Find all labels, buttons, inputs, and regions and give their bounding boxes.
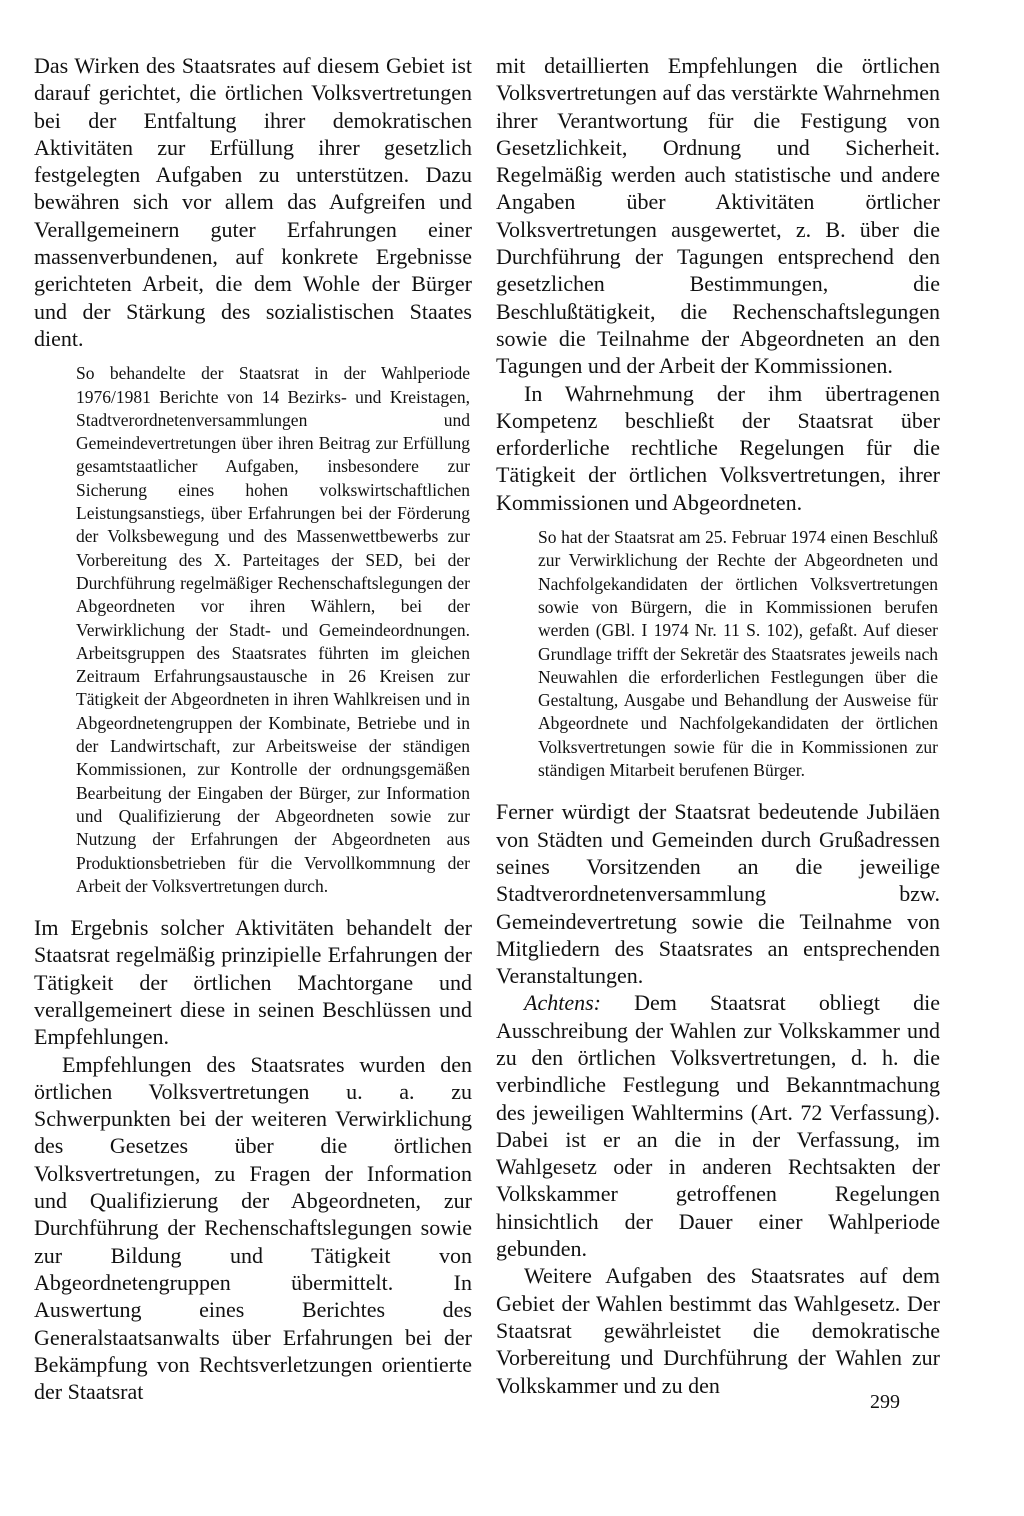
paragraph: Im Ergebnis solcher Aktivitäten behandelt der Staatsrat regelmäßig prinzipielle Erfahrungen der Tätigkeit der örtlichen Machtorgane und verallgemeinert diese in seinen Beschlüssen und Empfehlungen.: [34, 915, 472, 1050]
small-paragraph: So hat der Staatsrat am 25. Februar 1974 einen Beschluß zur Verwirklichung der Rechte der Abgeordneten und Nachfolgekandidaten der örtlichen Volksvertretungen sowie von Bürgern, die in Kommissionen berufen werden (GBl. I 1974 Nr. 11 S. 102), gefaßt. Auf dieser Grundlage trifft der Sekretär des Staatsrates jeweils nach Neuwahlen die erforderlichen Festlegungen über die Gestaltung, Ausgabe und Behandlung der Ausweise für Abgeordnete und Nachfolgekandidaten der örtlichen Volksvertretungen sowie für die in Kommissionen zur ständigen Mitarbeit berufenen Bürger.: [538, 527, 938, 781]
paragraph: [496, 989, 940, 1262]
paragraph: Weitere Aufgaben des Staatsrates auf dem Gebiet der Wahlen bestimmt das Wahlgesetz. Der Staatsrat gewährleistet die demokratische Vorbereitung und Durchführung der Wahlen zur Volkskammer und zu den: [496, 1263, 940, 1398]
note-block: [496, 526, 940, 782]
paragraph: In Wahrnehmung der ihm übertragenen Kompetenz beschließt der Staatsrat über erforderliche rechtliche Regelungen für die Tätigkeit der örtlichen Volksvertretungen, ihrer Kommissionen und Abgeordneten.: [496, 380, 940, 515]
left-column: [34, 52, 472, 1405]
small-paragraph: So behandelte der Staatsrat in der Wahlperiode 1976/1981 Berichte von 14 Bezirks- und Kreistagen, Stadtverordnetenversammlungen und Gemeindevertretungen über ihren Beitrag zur Erfüllung gesamtstaatlicher Aufgaben, insbesondere zur Sicherung eines hohen volkswirtschaftlichen Leistungsanstiegs, über Erfahrungen bei der Förderung der Volksbewegung und des Massenwettbewerbs zur Vorbereitung des X. Parteitages der SED, bei der Durchführung regelmäßiger Rechenschaftslegungen der Abgeordneten vor ihren Wählern, bei der Verwirklichung der Stadt- und Gemeindeordnungen. Arbeitsgruppen des Staatsrates führten im gleichen Zeitraum Erfahrungsaustausche in 26 Kreisen zur Tätigkeit der Abgeordneten in ihren Wahlkreisen und in Abgeordnetengruppen der Kombinate, Betriebe und in der Landwirtschaft, zur Arbeitsweise der ständigen Kommissionen, zur Kontrolle der ordnungsgemäßen Bearbeitung der Eingaben der Bürger, zur Information und Qualifizierung der Abgeordneten sowie zur Nutzung der Erfahrungen der Abgeordneten aus Produktionsbetrieben für die Vervollkommnung der Arbeit der Volksvertretungen durch.: [76, 363, 470, 896]
paragraph: Ferner würdigt der Staatsrat bedeutende Jubiläen von Städten und Gemeinden durch Grußadressen seines Vorsitzenden an die jeweilige Stadtverordnetenversammlung bzw. Gemeindevertretung sowie die Teilnahme von Mitgliedern des Staatsrates an entsprechenden Veranstaltungen.: [496, 799, 940, 989]
paragraph: Empfehlungen des Staatsrates wurden den örtlichen Volksvertretungen u. a. zu Schwerpunkten bei der weiteren Verwirklichung des Gesetzes über die örtlichen Volksvertretungen, zu Fragen der Information und Qualifizierung der Abgeordneten, zur Durchführung der Rechenschaftslegungen sowie zur Bildung und Tätigkeit von Abgeordnetengruppen übermittelt. In Auswertung eines Berichtes des Generalstaatsanwalts über Erfahrungen bei der Bekämpfung von Rechtsverletzungen orientierte der Staatsrat: [34, 1051, 472, 1405]
note-block: [34, 362, 472, 898]
paragraph: Das Wirken des Staatsrates auf diesem Gebiet ist darauf gerichtet, die örtlichen Volksvertretungen bei der Entfaltung ihrer demokratischen Aktivitäten zur Erfüllung ihrer gesetzlich festgelegten Aufgaben zu unterstützen. Dazu bewähren sich vor allem das Aufgreifen und Verallgemeinern guter Erfahrungen einer massenverbundenen, auf konkrete Ergebnisse gerichteten Arbeit, die dem Wohle der Bürger und der Stärkung des sozialistischen Staates dient.: [34, 53, 472, 351]
section-lead: Achtens:: [524, 990, 601, 1016]
page-number: 299: [870, 1391, 900, 1413]
right-column: [496, 52, 940, 1399]
paragraph: mit detaillierten Empfehlungen die örtlichen Volksvertretungen auf das verstärkte Wahrnehmen ihrer Verantwortung für die Festigung von Gesetzlichkeit, Ordnung und Sicherheit. Regelmäßig werden auch statistische und andere Angaben über Aktivitäten örtlicher Volksvertretungen ausgewertet, z. B. über die Durchführung der Tagungen entsprechend den gesetzlichen Bestimmungen, die Beschlußtätigkeit, die Rechenschaftslegungen sowie die Teilnahme der Abgeordneten an den Tagungen und der Arbeit der Kommissionen.: [496, 53, 940, 379]
paragraph-text: Dem Staatsrat obliegt die Ausschreibung der Wahlen zur Volkskammer und zu den örtlichen Volksvertretungen, d. h. die verbindliche Festlegung und Bekanntmachung des jeweiligen Wahltermins (Art. 72 Verfassung). Dabei ist er an die in der Verfassung, im Wahlgesetz oder in anderen Rechtsakten der Volkskammer getroffenen Regelungen hinsichtlich der Dauer einer Wahlperiode gebunden.: [496, 990, 940, 1262]
